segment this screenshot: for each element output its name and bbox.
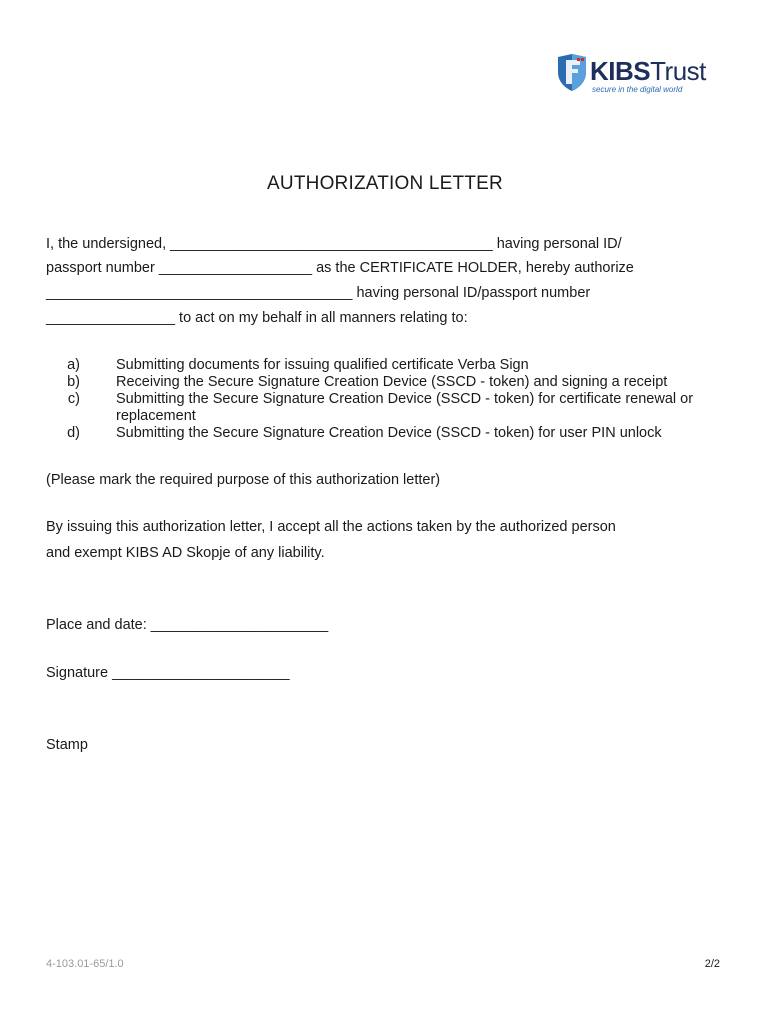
list-marker: b) <box>67 374 80 390</box>
purpose-list <box>66 357 726 442</box>
shield-logo-icon <box>556 54 588 92</box>
document-code: 4-103.01-65/1.0 <box>46 958 124 970</box>
place-date-field: Place and date: ______________________ <box>46 617 329 633</box>
stamp-label: Stamp <box>46 737 88 753</box>
list-marker: a) <box>67 357 80 373</box>
intro-line-4: ________________ to act on my behalf in all manners relating to: <box>46 310 468 326</box>
brand-name-light: Trust <box>650 56 706 86</box>
purpose-note: (Please mark the required purpose of this authorization letter) <box>46 472 441 488</box>
page-number: 2/2 <box>704 958 720 970</box>
document-title: AUTHORIZATION LETTER <box>267 173 503 194</box>
intro-line-3: ______________________________________ having personal ID/passport number <box>46 285 591 301</box>
kibstrust-logo <box>556 54 716 96</box>
intro-line-1: I, the undersigned, ________________________________________ having personal ID/ <box>46 236 622 252</box>
purpose-text: Submitting the Secure Signature Creation Device (SSCD - token) for certificate renewal or replacement <box>116 391 694 424</box>
list-item <box>66 391 726 425</box>
signature-field: Signature ______________________ <box>46 665 290 681</box>
logo-tagline: secure in the digital world <box>592 85 683 94</box>
acceptance-line-2: and exempt KIBS AD Skopje of any liability. <box>46 545 325 561</box>
acceptance-line-1: By issuing this authorization letter, I accept all the actions taken by the authorized person <box>46 519 616 535</box>
list-marker: d) <box>67 425 80 441</box>
intro-line-2: passport number ___________________ as the CERTIFICATE HOLDER, hereby authorize <box>46 260 634 276</box>
brand-name-bold: KIBS <box>590 56 651 86</box>
purpose-text: Submitting documents for issuing qualified certificate Verba Sign <box>116 357 529 373</box>
list-item <box>66 357 726 374</box>
purpose-text: Submitting the Secure Signature Creation Device (SSCD - token) for user PIN unlock <box>116 425 662 441</box>
list-item <box>66 425 726 442</box>
list-item <box>66 374 726 391</box>
purpose-text: Receiving the Secure Signature Creation Device (SSCD - token) and signing a receipt <box>116 374 668 390</box>
list-marker: c) <box>67 391 80 407</box>
